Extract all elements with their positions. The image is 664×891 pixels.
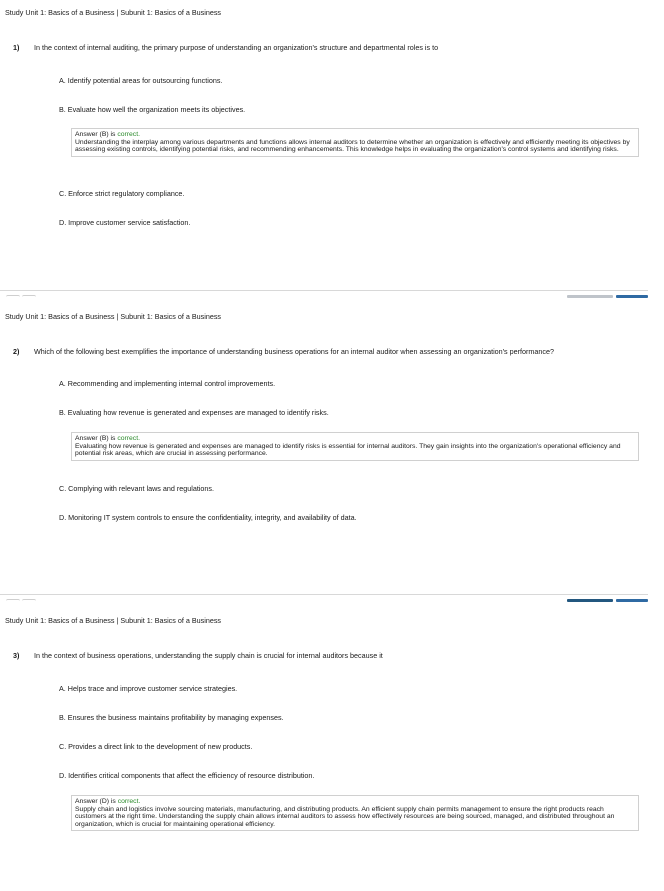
question-number: 3) <box>13 651 20 660</box>
option-c[interactable]: C. Complying with relevant laws and regulations. <box>59 484 215 493</box>
option-a[interactable]: A. Helps trace and improve customer service strategies. <box>59 684 238 693</box>
option-d[interactable]: D. Improve customer service satisfaction. <box>59 218 191 227</box>
option-b[interactable]: B. Evaluate how well the organization meets its objectives. <box>59 105 246 114</box>
question-number: 1) <box>13 43 20 52</box>
answer-explanation: Supply chain and logistics involve sourcing materials, manufacturing, and distributing products. An efficient supply chain permits management to ensure the right products reach customers at the right time. Understanding the supply chain allows internal auditors to assess how effectively resources are being sourced, managed, and distributed throughout an organization, which is crucial for maintaining operational efficiency. <box>75 805 615 828</box>
answer-explanation: Evaluating how revenue is generated and expenses are managed to identify risks is essential for internal auditors. They gain insights into the organization's operational efficiency and potential risk areas, which are crucial in assessing performance. <box>75 442 621 458</box>
scroll-edge <box>22 599 36 602</box>
option-a[interactable]: A. Identify potential areas for outsourcing functions. <box>59 76 223 85</box>
unit-header: Study Unit 1: Basics of a Business | Subunit 1: Basics of a Business <box>5 312 222 321</box>
answer-explanation-box <box>71 432 639 461</box>
answer-label: Answer (B) is <box>75 435 116 442</box>
option-b[interactable]: B. Ensures the business maintains profitability by managing expenses. <box>59 713 284 722</box>
answer-status: correct. <box>117 131 140 138</box>
nav-tab[interactable] <box>616 599 648 602</box>
answer-explanation-box <box>71 128 639 157</box>
unit-header: Study Unit 1: Basics of a Business | Subunit 1: Basics of a Business <box>5 616 222 625</box>
nav-tab[interactable] <box>567 599 613 602</box>
question-text: In the context of business operations, understanding the supply chain is crucial for internal auditors because it <box>34 651 383 660</box>
answer-explanation-box <box>71 795 639 831</box>
question-text: Which of the following best exemplifies the importance of understanding business operations for an internal auditor when assessing an organization's performance? <box>34 347 554 356</box>
question-number: 2) <box>13 347 20 356</box>
option-d[interactable]: D. Identifies critical components that affect the efficiency of resource distribution. <box>59 771 315 780</box>
option-c[interactable]: C. Provides a direct link to the development of new products. <box>59 742 253 751</box>
question-text: In the context of internal auditing, the primary purpose of understanding an organization's structure and departmental roles is to <box>34 43 439 52</box>
answer-label: Answer (D) is <box>75 798 116 805</box>
scroll-edge <box>6 599 20 602</box>
option-c[interactable]: C. Enforce strict regulatory compliance. <box>59 189 185 198</box>
nav-tab[interactable] <box>567 295 613 298</box>
section-divider <box>0 594 648 595</box>
option-b[interactable]: B. Evaluating how revenue is generated and expenses are managed to identify risks. <box>59 408 329 417</box>
scroll-edge <box>22 295 36 298</box>
answer-explanation: Understanding the interplay among various departments and functions allows internal auditors to determine whether an organization is effectively and efficiently meeting its objectives by assessing existing controls, identifying potential risks, and recommending enhancements. This knowledge helps in evaluating the organization's control systems and identifying risks. <box>75 138 630 154</box>
nav-tab[interactable] <box>616 295 648 298</box>
answer-label: Answer (B) is <box>75 131 116 138</box>
scroll-edge <box>6 295 20 298</box>
option-d[interactable]: D. Monitoring IT system controls to ensure the confidentiality, integrity, and availability of data. <box>59 513 357 522</box>
answer-status: correct. <box>117 435 140 442</box>
unit-header: Study Unit 1: Basics of a Business | Subunit 1: Basics of a Business <box>5 8 222 17</box>
answer-status: correct. <box>117 798 141 805</box>
option-a[interactable]: A. Recommending and implementing internal control improvements. <box>59 379 276 388</box>
section-divider <box>0 290 648 291</box>
